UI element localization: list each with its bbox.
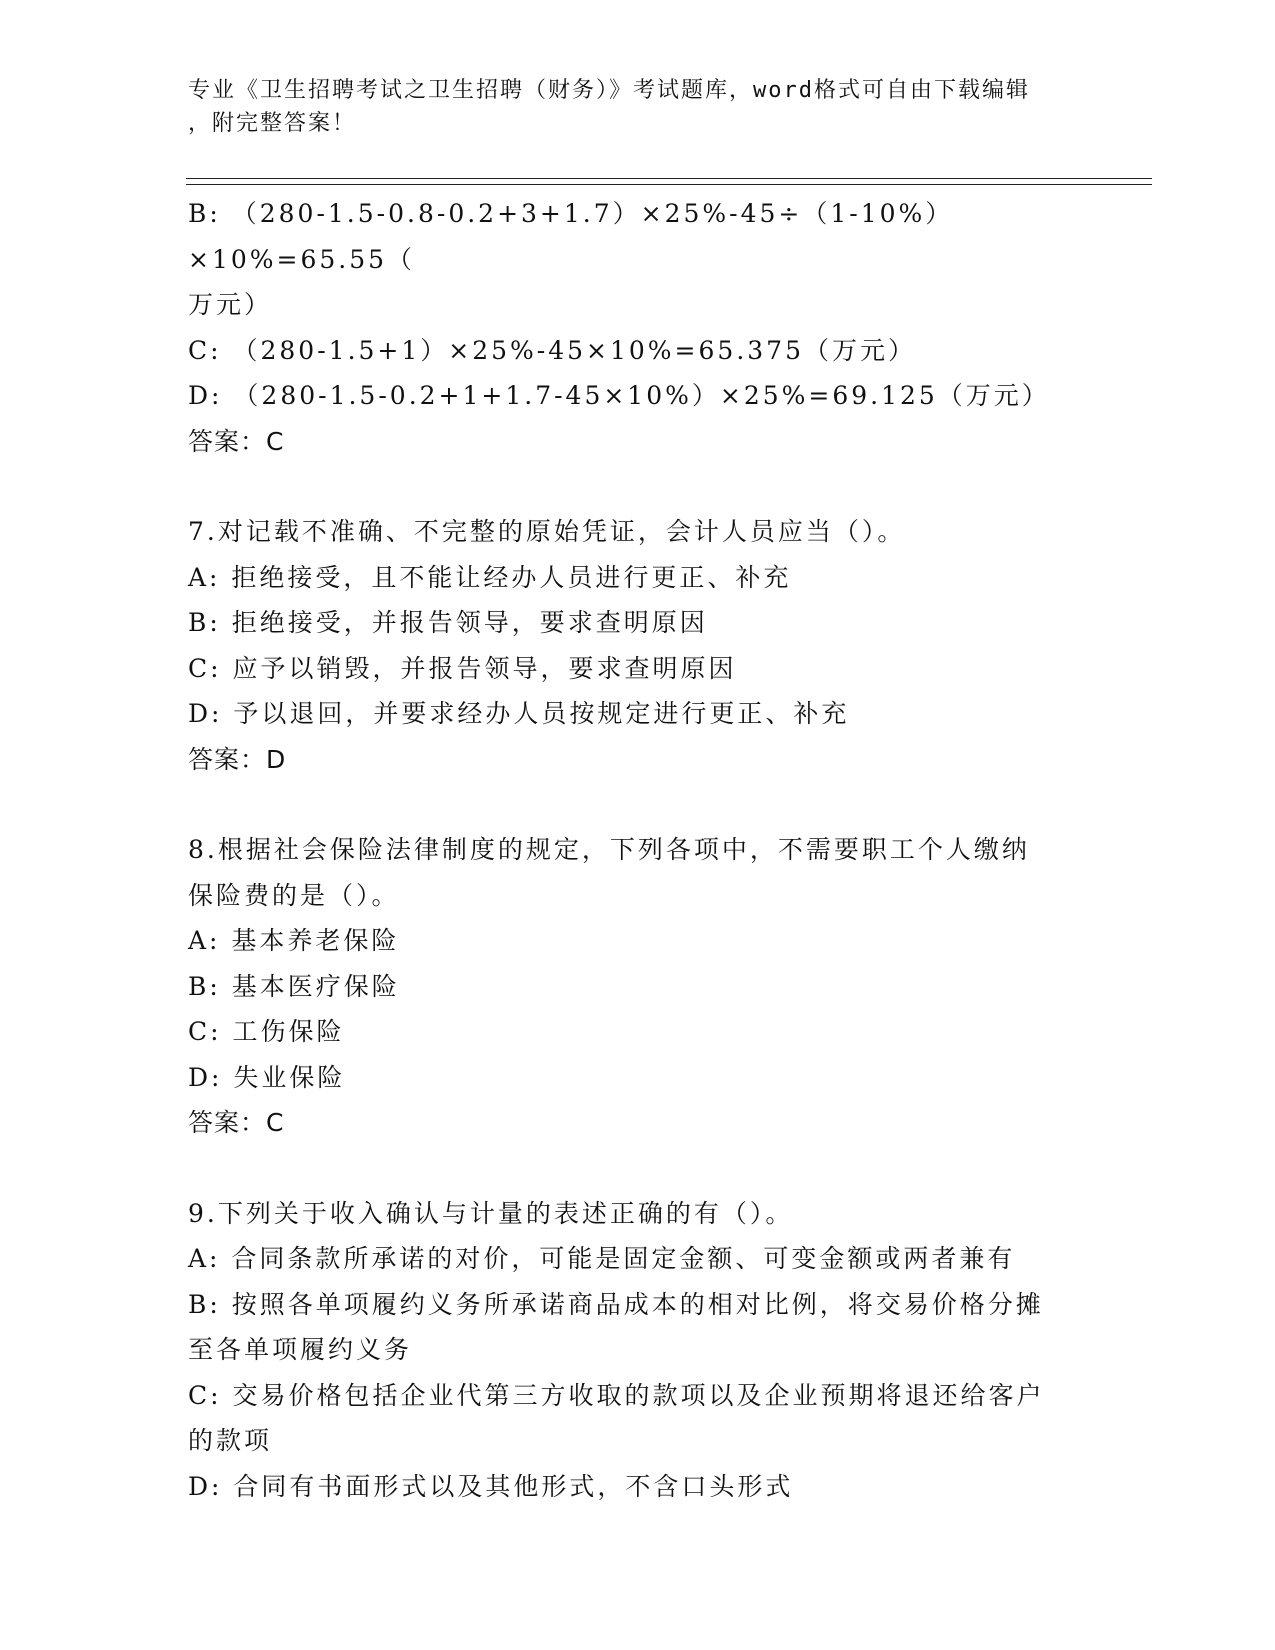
answer: 答案：C bbox=[188, 1108, 285, 1137]
option-a: A: 合同条款所承诺的对价，可能是固定金额、可变金额或两者兼有 bbox=[188, 1244, 1016, 1273]
question-stem-line-1: 8.根据社会保险法律制度的规定，下列各项中，不需要职工个人缴纳 bbox=[188, 835, 1030, 864]
document-body bbox=[188, 191, 1088, 1509]
option-b: B: 拒绝接受，并报告领导，要求查明原因 bbox=[188, 608, 708, 637]
option-d: D: 合同有书面形式以及其他形式，不含口头形式 bbox=[188, 1471, 794, 1501]
document-header bbox=[188, 74, 1068, 140]
answer: 答案：D bbox=[188, 744, 287, 774]
option-c: C: 应予以销毁，并报告领导，要求查明原因 bbox=[188, 653, 737, 683]
header-line-1: 专业《卫生招聘考试之卫生招聘（财务）》考试题库，word格式可自由下载编辑 bbox=[188, 78, 1030, 103]
option-a: A: 基本养老保险 bbox=[188, 926, 400, 955]
question-9 bbox=[188, 1191, 1088, 1510]
question-stem: 7.对记载不准确、不完整的原始凭证，会计人员应当（）。 bbox=[188, 517, 906, 546]
option-b-line-1: B: （280-1.5-0.8-0.2+3+1.7）×25%-45÷（1-10%）×10%=65.55（ bbox=[188, 199, 954, 274]
option-b: B: 基本医疗保险 bbox=[188, 971, 400, 1001]
question-7 bbox=[188, 509, 1088, 782]
question-6-continued bbox=[188, 191, 1088, 464]
header-line-2: ，附完整答案！ bbox=[188, 111, 357, 136]
option-d: D: （280-1.5-0.2+1+1.7-45×10%）×25%=69.125（万元） bbox=[188, 381, 1050, 410]
option-d: D: 予以退回，并要求经办人员按规定进行更正、补充 bbox=[188, 699, 850, 728]
question-stem-line-2: 保险费的是（）。 bbox=[188, 880, 400, 910]
option-c: C: （280-1.5+1）×25%-45×10%=65.375（万元） bbox=[188, 335, 916, 365]
option-c-line-2: 的款项 bbox=[188, 1426, 273, 1455]
option-a: A: 拒绝接受，且不能让经办人员进行更正、补充 bbox=[188, 562, 792, 592]
question-8 bbox=[188, 827, 1088, 1146]
option-c-line-1: C: 交易价格包括企业代第三方收取的款项以及企业预期将退还给客户 bbox=[188, 1380, 1045, 1410]
option-b-line-2: 至各单项履约义务 bbox=[188, 1335, 413, 1364]
answer: 答案：C bbox=[188, 426, 285, 456]
option-c: C: 工伤保险 bbox=[188, 1017, 345, 1046]
option-d: D: 失业保险 bbox=[188, 1062, 346, 1092]
header-divider bbox=[186, 178, 1152, 185]
option-b-line-2: 万元） bbox=[188, 290, 273, 319]
question-stem: 9.下列关于收入确认与计量的表述正确的有（）。 bbox=[188, 1198, 794, 1228]
option-b-line-1: B: 按照各单项履约义务所承诺商品成本的相对比例，将交易价格分摊 bbox=[188, 1289, 1044, 1319]
